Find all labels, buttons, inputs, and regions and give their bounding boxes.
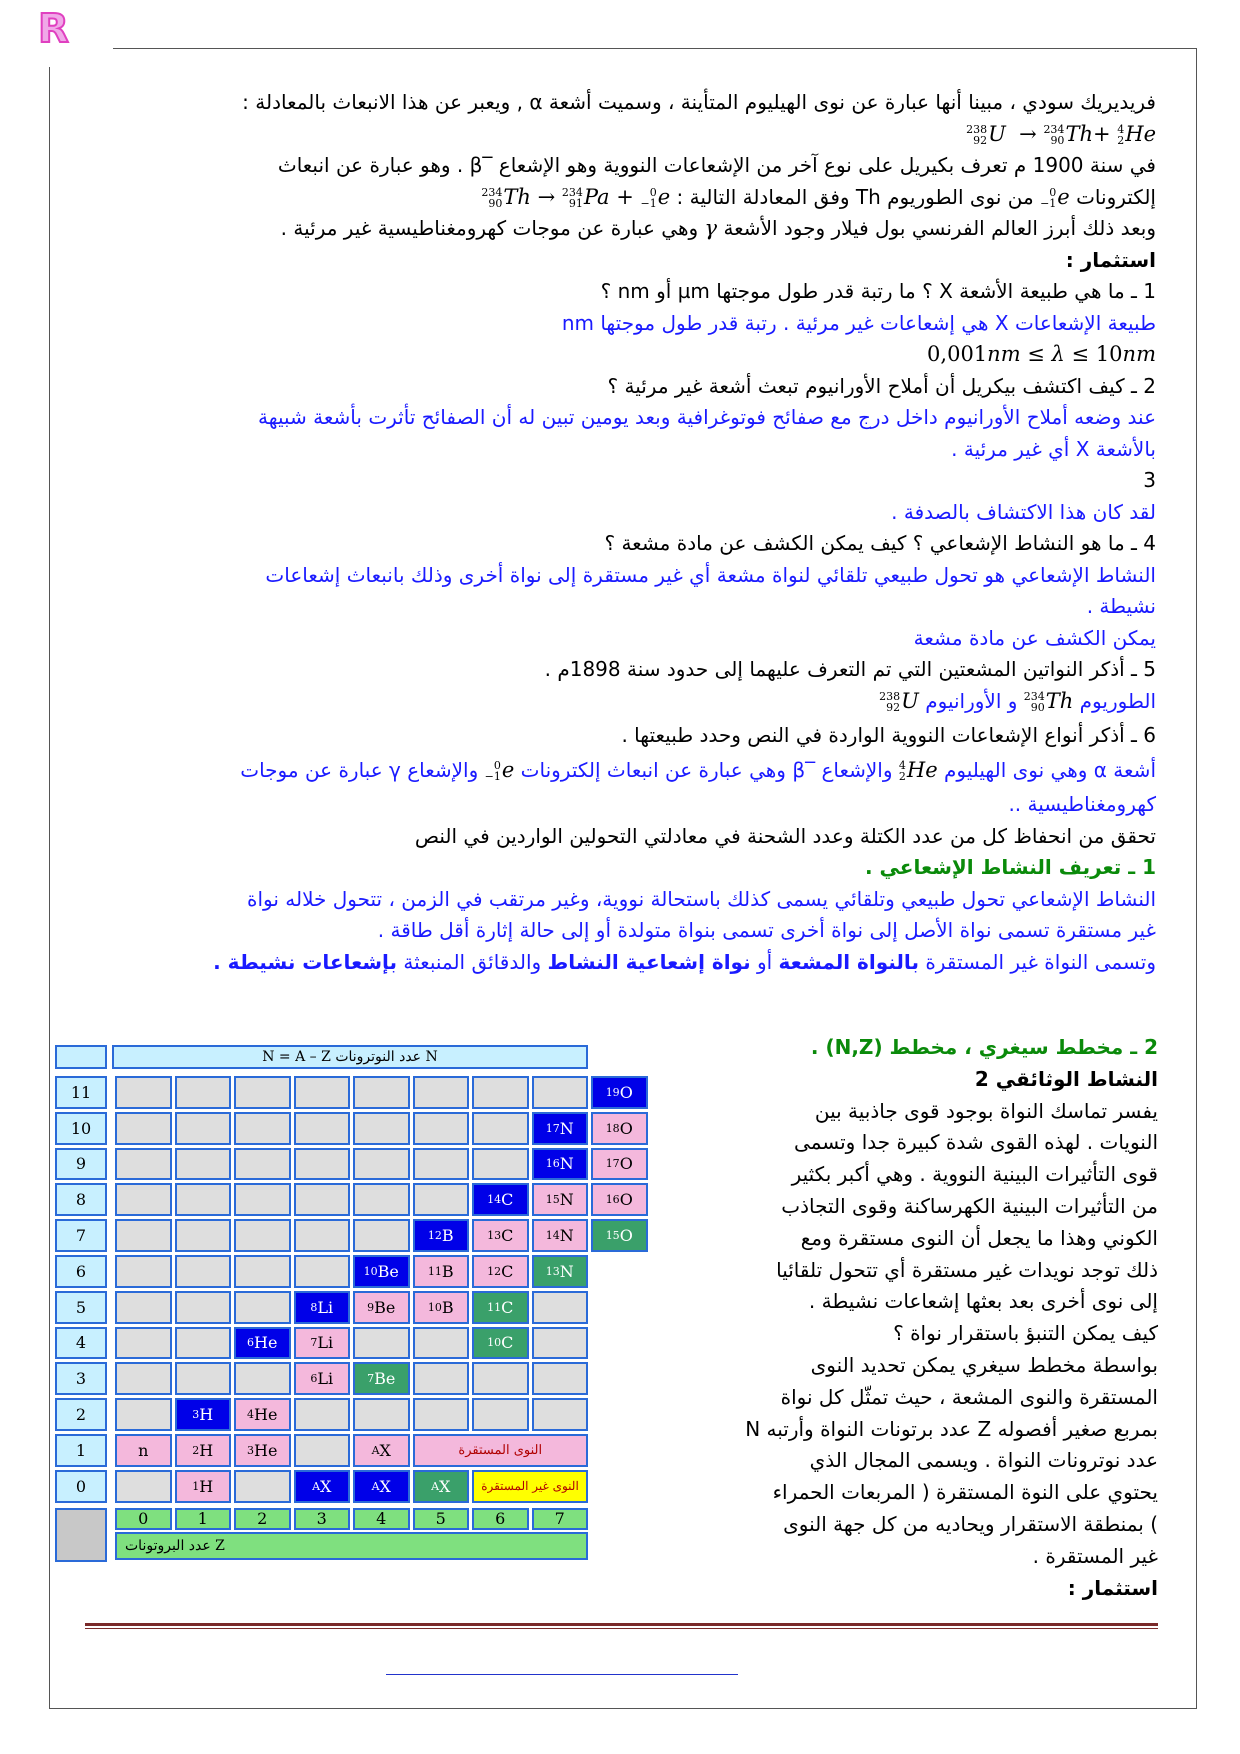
section1-line3 — [88, 947, 1156, 979]
footer-rule-thin — [85, 1628, 1158, 1629]
chart-x-tick: 3 — [294, 1508, 351, 1530]
nuclide-C-12: 12 C — [472, 1255, 529, 1288]
chart-grid-cell — [234, 1112, 291, 1145]
chart-xlabel: عدد البروتونات Z — [115, 1532, 588, 1560]
beta-decay-equation: 234 90 Th → 234 91 Pa + 0 −1 e — [481, 184, 671, 210]
nuclide-O-17: 17 O — [591, 1148, 648, 1181]
chart-grid-cell — [472, 1148, 529, 1181]
chart-grid-cell — [175, 1183, 232, 1216]
chart-grid-cell — [115, 1148, 172, 1181]
chart-grid-cell — [294, 1148, 351, 1181]
chart-grid-cell — [234, 1362, 291, 1395]
q3: 3 — [1143, 468, 1156, 492]
nuclide-B-11: 11 B — [413, 1255, 470, 1288]
segre-chart — [55, 1045, 691, 1605]
q7: تحقق من انحفاظ كل من عدد الكتلة وعدد الشحنة في معادلتي التحولين الواردين في النص — [414, 823, 1156, 848]
chart-row-label: 6 — [55, 1255, 107, 1288]
p1-line5 — [88, 213, 1156, 245]
chart-grid-cell — [234, 1183, 291, 1216]
chart-grid-cell — [294, 1219, 351, 1252]
chart-grid-cell — [532, 1362, 589, 1395]
s1-l3e: والدقائق المنبعثة — [403, 949, 542, 974]
chart-row-label: 4 — [55, 1327, 107, 1360]
chart-grid-cell — [413, 1327, 470, 1360]
a6-gamma: والإشعاع γ عبارة عن موجات — [240, 757, 479, 782]
alpha-decay-equation: 238 92 U → 234 90 Th+ 4 2 He — [966, 121, 1156, 147]
chart-grid-cell — [294, 1398, 351, 1431]
a6-line2: كهرومغناطيسية .. — [1008, 792, 1156, 816]
chart-x-tick: 6 — [472, 1508, 529, 1530]
chart-corner — [55, 1045, 107, 1069]
frame-left — [49, 67, 50, 1708]
nuclide-He-4: 4 He — [234, 1398, 291, 1431]
a4-line1: النشاط الإشعاعي هو تحول طبيعي تلقائي لنواة مشعة أي غير مستقرة إلى نواة أخرى وذلك بانبعاث إشعاعات — [265, 562, 1156, 587]
footer-rule — [85, 1623, 1158, 1626]
nuclide-N-14: 14 N — [532, 1219, 589, 1252]
chart-grid-cell — [532, 1398, 589, 1431]
segre-text-12: يحتوي على النوة المستقرة ( المربعات الحمراء — [772, 1480, 1158, 1505]
nuclide-Be-10: 10 Be — [353, 1255, 410, 1288]
activity-title: النشاط الوثائقي 2 — [974, 1066, 1158, 1091]
p1-line3: في سنة 1900 م تعرف بكيريل على نوع آخر من الإشعاعات النووية وهو الإشعاع ‾β . وهو عبارة عن انبعاث — [277, 153, 1156, 177]
electron-symbol-2: 0 −1 e — [484, 757, 515, 783]
document-body — [88, 87, 1156, 978]
chart-x-tick: 4 — [353, 1508, 410, 1530]
chart-axis-corner — [55, 1508, 107, 1562]
chart-grid-cell — [115, 1076, 172, 1109]
wavelength-range — [88, 339, 1156, 371]
chart-grid-cell — [472, 1362, 529, 1395]
segre-text-column — [712, 1032, 1158, 1604]
chart-grid-cell — [115, 1398, 172, 1431]
q5: 5 ـ أذكر النواتين المشعتين التي تم التعرف عليهما إلى حدود سنة 1898م . — [544, 657, 1156, 681]
chart-row-label: 9 — [55, 1148, 107, 1181]
frame-right — [1196, 48, 1197, 1708]
chart-grid-cell — [353, 1076, 410, 1109]
chart-grid-cell — [175, 1255, 232, 1288]
nuclide-O-19: 19 O — [591, 1076, 648, 1109]
chart-grid-cell — [294, 1183, 351, 1216]
segre-text-2: قوى التأثيرات البينية النووية . وهي أكبر بكثير — [791, 1162, 1158, 1187]
p1-eq-alpha — [88, 119, 1156, 151]
wavelength-inequality: 0,001nm ≤ λ ≤ 10nm — [927, 342, 1156, 366]
a6-line1 — [88, 755, 1156, 787]
logo: R — [38, 6, 69, 52]
istithmar2-title: استثمار : — [1067, 1575, 1158, 1600]
a3: لقد كان هذا الاكتشاف بالصدفة . — [891, 499, 1156, 524]
nuclide-N-16: 16 N — [532, 1148, 589, 1181]
section1-line2: غير مستقرة تسمى نواة الأصل إلى نواة أخرى تسمى بنواة متولدة أو إلى حالة إثارة أقل طاقة . — [377, 918, 1156, 942]
chart-grid-cell — [472, 1076, 529, 1109]
chart-grid-cell — [413, 1398, 470, 1431]
a2-line2: بالأشعة X أي غير مرئية . — [951, 436, 1156, 461]
frame-bottom — [49, 1708, 1197, 1709]
nuclide-H-3: 3 H — [175, 1398, 232, 1431]
section1-title: 1 ـ تعريف النشاط الإشعاعي . — [864, 855, 1156, 879]
a1: طبيعة الإشعاعات X هي إشعاعات غير مرئية . رتبة قدر طول موجتها nm — [561, 310, 1156, 335]
nuclide-O-16: 16 O — [591, 1183, 648, 1216]
chart-grid-cell — [294, 1255, 351, 1288]
segre-text-6: إلى نوى أخرى بعد بعثها إشعاعات نشيطة . — [808, 1289, 1158, 1314]
segre-text-0: يفسر تماسك النواة بوجود قوى جاذبية بين — [814, 1098, 1158, 1123]
nuclide-He-3: 3 He — [234, 1434, 291, 1467]
chart-grid-cell — [115, 1291, 172, 1324]
nuclide-B-12: 12 B — [413, 1219, 470, 1252]
segre-text-14: غير المستقرة . — [1032, 1543, 1158, 1568]
legend-blue-symbol-2: A X — [353, 1470, 410, 1503]
chart-grid-cell — [532, 1291, 589, 1324]
chart-title: N = A – Z عدد النوترونات N — [112, 1045, 588, 1069]
p1-line4b: من نوى الطوريوم Th وفق المعادلة التالية : — [676, 184, 1034, 209]
p1-line4 — [88, 182, 1156, 214]
q2: 2 ـ كيف اكتشف بيكريل أن أملاح الأورانيوم تبعث أشعة غير مرئية ؟ — [607, 373, 1156, 398]
chart-grid-cell — [532, 1327, 589, 1360]
a5-thorium-label: الطوريوم — [1079, 688, 1156, 713]
chart-grid-cell — [234, 1470, 291, 1503]
nuclide-He-6: 6 He — [234, 1327, 291, 1360]
chart-grid-cell — [115, 1362, 172, 1395]
chart-x-tick: 0 — [115, 1508, 172, 1530]
segre-text-3: من التأثيرات البينية الكهرساكنة وقوى التجاذب — [781, 1193, 1158, 1218]
chart-grid-cell — [294, 1076, 351, 1109]
chart-grid-cell — [234, 1148, 291, 1181]
chart-row-label: 1 — [55, 1434, 107, 1467]
nuclide-C-11: 11 C — [472, 1291, 529, 1324]
header-rule — [113, 48, 1197, 49]
chart-grid-cell — [115, 1183, 172, 1216]
segre-text-10: بمربع صغير أفصوله Z عدد برتونات النواة وأرتبه N — [745, 1416, 1158, 1441]
chart-x-tick: 7 — [532, 1508, 589, 1530]
chart-grid-cell — [413, 1112, 470, 1145]
chart-grid-cell — [532, 1076, 589, 1109]
nuclide-H-2: 2 H — [175, 1434, 232, 1467]
chart-grid-cell — [294, 1112, 351, 1145]
chart-grid-cell — [115, 1112, 172, 1145]
chart-row-label: 0 — [55, 1470, 107, 1503]
a5 — [88, 686, 1156, 718]
p1-line5a: وبعد ذلك أبرز العالم الفرنسي بول فيلار وجود الأشعة — [723, 216, 1156, 240]
chart-row-label: 3 — [55, 1362, 107, 1395]
s1-l3b: بالنواة المشعة — [778, 949, 919, 974]
chart-grid-cell — [353, 1398, 410, 1431]
chart-grid-cell — [472, 1112, 529, 1145]
chart-grid-cell — [115, 1255, 172, 1288]
chart-row-label: 7 — [55, 1219, 107, 1252]
chart-grid-cell — [413, 1148, 470, 1181]
a4-line2: نشيطة . — [1086, 594, 1156, 618]
legend-stable-symbol: A X — [353, 1434, 410, 1467]
chart-grid-cell — [353, 1112, 410, 1145]
a6-beta: والإشعاع ‾β وهي عبارة عن انبعاث إلكترونات — [520, 757, 893, 782]
chart-grid-cell — [413, 1183, 470, 1216]
nuclide-B-10: 10 B — [413, 1291, 470, 1324]
nuclide-Li-8: 8 Li — [294, 1291, 351, 1324]
segre-text-5: ذلك توجد نويدات غير مستقرة أي تتحول تلقائيا — [776, 1257, 1158, 1282]
nuclide-N-15: 15 N — [532, 1183, 589, 1216]
chart-grid-cell — [413, 1362, 470, 1395]
s1-l3f: بإشعاعات نشيطة . — [213, 949, 398, 974]
chart-row-label: 2 — [55, 1398, 107, 1431]
p1-line5b: وهي عبارة عن موجات كهرومغناطيسية غير مرئية . — [280, 216, 699, 240]
a4-line3: يمكن الكشف عن مادة مشعة — [913, 625, 1156, 650]
chart-grid-cell — [234, 1219, 291, 1252]
istithmar1-title: استثمار : — [1065, 247, 1156, 272]
chart-row-label: 8 — [55, 1183, 107, 1216]
s1-l3c: أو — [756, 949, 773, 974]
chart-grid-cell — [472, 1398, 529, 1431]
chart-grid-cell — [294, 1434, 351, 1467]
legend-blue-symbol: A X — [294, 1470, 351, 1503]
chart-x-tick: 1 — [175, 1508, 232, 1530]
legend-stable-label: النوى المستقرة — [413, 1434, 589, 1467]
segre-text-9: المستقرة والنوى المشعة ، حيث تمثّل كل نواة — [780, 1384, 1158, 1409]
chart-grid-cell — [353, 1219, 410, 1252]
chart-grid-cell — [175, 1112, 232, 1145]
chart-grid-cell — [175, 1362, 232, 1395]
nuclide-N-17: 17 N — [532, 1112, 589, 1145]
chart-row-label: 5 — [55, 1291, 107, 1324]
nuclide-C-13: 13 C — [472, 1219, 529, 1252]
chart-grid-cell — [234, 1291, 291, 1324]
chart-grid-cell — [115, 1470, 172, 1503]
chart-row-label: 10 — [55, 1112, 107, 1145]
p1-line1: فريديريك سودي ، مبينا أنها عبارة عن نوى الهيليوم المتأينة ، وسميت أشعة α , ويعبر عن هذا الانبعاث بالمعادلة : — [242, 90, 1156, 114]
section1-line1: النشاط الإشعاعي تحول طبيعي وتلقائي يسمى كذلك باستحالة نووية، وغير مرتقب في الزمن ، تتحول خلاله نواة — [246, 886, 1156, 911]
segre-text-1: النويات . لهذه القوى شدة كبيرة جدا وتسمى — [794, 1130, 1158, 1155]
nuclide-Be-9: 9 Be — [353, 1291, 410, 1324]
footer-link-line — [386, 1674, 738, 1675]
chart-row-label: 11 — [55, 1076, 107, 1109]
q1: 1 ـ ما هي طبيعة الأشعة X ؟ ما رتبة قدر طول موجتها µm أو nm ؟ — [600, 279, 1156, 303]
a6-alpha: أشعة α وهي نوى الهيليوم — [943, 757, 1156, 782]
chart-grid-cell — [413, 1076, 470, 1109]
nuclide-O-15: 15 O — [591, 1219, 648, 1252]
chart-grid-cell — [175, 1219, 232, 1252]
chart-x-tick: 2 — [234, 1508, 291, 1530]
segre-text-7: كيف يمكن التنبؤ باستقرار نواة ؟ — [893, 1321, 1158, 1346]
nuclide-N-13: 13 N — [532, 1255, 589, 1288]
segre-text-13: ) بمنطقة الاستقرار ويحاديه من كل جهة النوى — [783, 1511, 1158, 1536]
electron-symbol: 0 −1 e — [1040, 184, 1070, 210]
nuclide-H-1: 1 H — [175, 1470, 232, 1503]
nuclide-O-18: 18 O — [591, 1112, 648, 1145]
a2-line1: عند وضعه أملاح الأورانيوم داخل درج مع صفائح فوتوغرافية وبعد يومين تبين له أن الصفائح تأثرت بأشعة شبيهة — [258, 405, 1156, 429]
chart-grid-cell — [175, 1291, 232, 1324]
chart-grid-cell — [234, 1255, 291, 1288]
chart-grid-cell — [353, 1327, 410, 1360]
segre-text-11: عدد نوترونات النواة . ويسمى المجال الذي — [809, 1448, 1158, 1473]
chart-grid-cell — [115, 1219, 172, 1252]
legend-green-symbol: A X — [413, 1470, 470, 1503]
chart-grid-cell — [353, 1148, 410, 1181]
nuclide-C-10: 10 C — [472, 1327, 529, 1360]
segre-text-4: الكوني وهذا ما يجعل أن النوى مستقرة ومع — [800, 1225, 1158, 1250]
section2-title: 2 ـ مخطط سيغري ، مخطط (N,Z) . — [810, 1035, 1158, 1059]
nuclide-Be-7: 7 Be — [353, 1362, 410, 1395]
chart-grid-cell — [234, 1076, 291, 1109]
nuclide-n-n: n — [115, 1434, 172, 1467]
nuclide-Li-6: 6 Li — [294, 1362, 351, 1395]
chart-grid-cell — [175, 1327, 232, 1360]
p1-line4a: إلكترونات — [1076, 184, 1156, 209]
a5-uranium-label: و الأورانيوم — [925, 688, 1018, 713]
chart-grid-cell — [175, 1148, 232, 1181]
chart-grid-cell — [353, 1183, 410, 1216]
legend-unstable-label: النوى غير المستقرة — [472, 1470, 588, 1503]
chart-grid-cell — [115, 1327, 172, 1360]
q4: 4 ـ ما هو النشاط الإشعاعي ؟ كيف يمكن الكشف عن مادة مشعة ؟ — [604, 531, 1156, 555]
nuclide-Li-7: 7 Li — [294, 1327, 351, 1360]
segre-text-8: بواسطة مخطط سيغري يمكن تحديد النوى — [810, 1352, 1158, 1377]
thorium-symbol: 234 90 Th — [1023, 688, 1074, 714]
chart-x-tick: 5 — [413, 1508, 470, 1530]
chart-grid-cell — [175, 1076, 232, 1109]
q6: 6 ـ أذكر أنواع الإشعاعات النووية الواردة في النص وحدد طبيعتها . — [621, 723, 1156, 747]
s1-l3a: وتسمى النواة غير المستقرة — [925, 949, 1156, 974]
nuclide-C-14: 14 C — [472, 1183, 529, 1216]
gamma-symbol: γ — [704, 216, 718, 240]
s1-l3d: نواة إشعاعية النشاط — [547, 949, 751, 974]
uranium-symbol: 238 92 U — [879, 688, 919, 714]
helium-symbol: 4 2 He — [898, 757, 938, 783]
